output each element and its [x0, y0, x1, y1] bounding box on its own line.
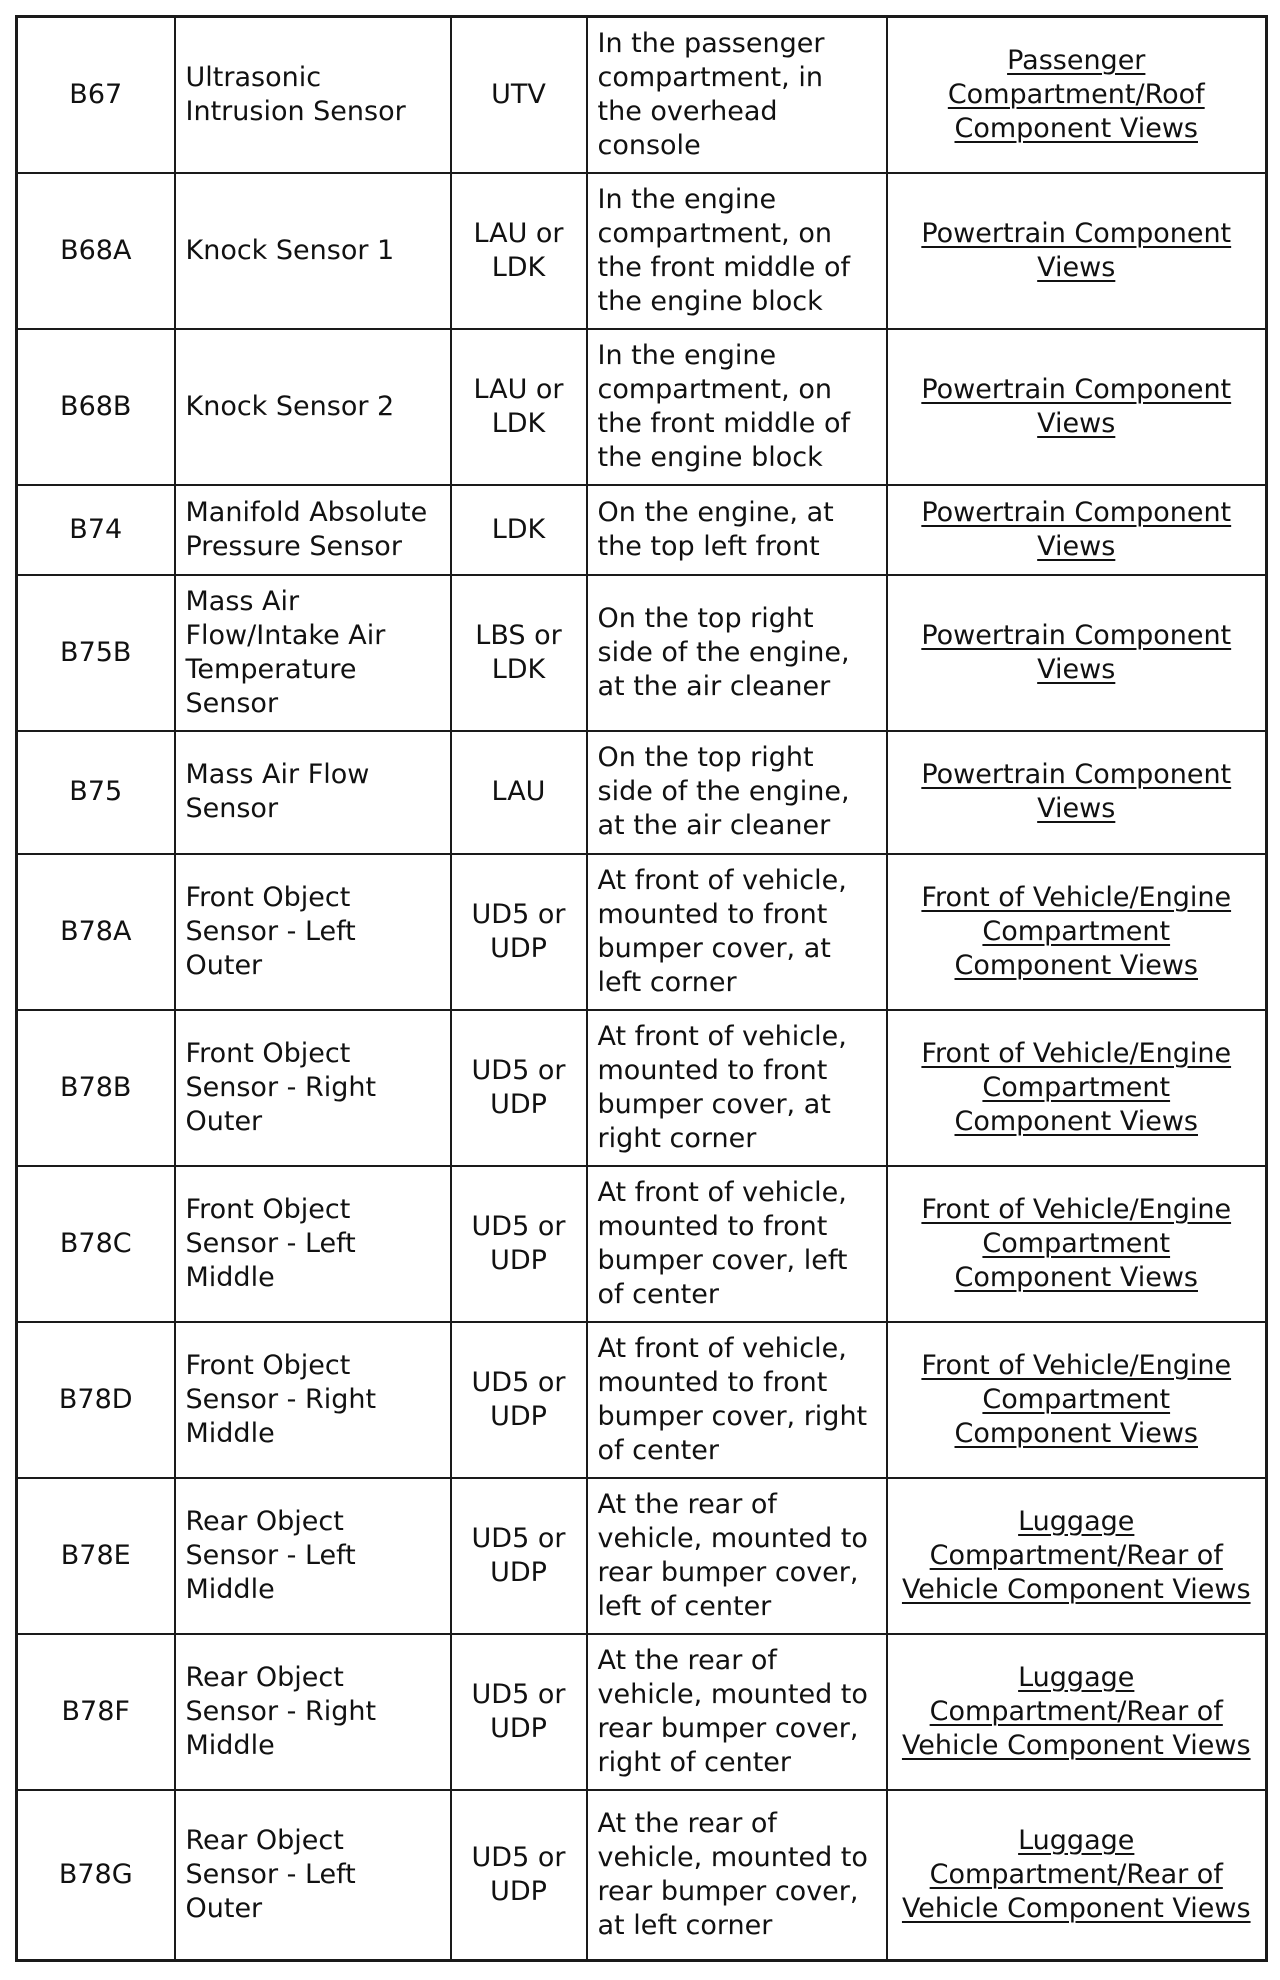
option-code-text: LDK: [491, 513, 546, 545]
component-name-text: Front Object Sensor - Right Outer: [185, 1037, 377, 1137]
component-name-text: Rear Object Sensor - Right Middle: [185, 1661, 377, 1761]
component-location-text: At front of vehicle, mounted to front bumper cover, left of center: [597, 1176, 848, 1310]
option-code-text: UD5 or UDP: [471, 1054, 566, 1120]
component-location: [587, 1322, 887, 1478]
component-id: B78B: [17, 1010, 175, 1166]
component-name: [175, 575, 451, 731]
table-row: [17, 1010, 1267, 1166]
component-location-text: At the rear of vehicle, mounted to rear bumper cover, right of center: [597, 1644, 868, 1778]
component-location: [587, 17, 887, 173]
option-code: [451, 17, 587, 173]
component-location-text: In the engine compartment, on the front middle of the engine block: [597, 339, 851, 473]
locator-view-cell: [887, 1166, 1267, 1322]
table-row: [17, 854, 1267, 1010]
option-code-text: UD5 or UDP: [471, 1522, 566, 1588]
component-name-text: Front Object Sensor - Left Middle: [185, 1193, 356, 1293]
locator-view-cell: [887, 1322, 1267, 1478]
option-code-text: UD5 or UDP: [471, 1678, 566, 1744]
component-location-text: At front of vehicle, mounted to front bumper cover, right of center: [597, 1332, 868, 1466]
component-name: [175, 731, 451, 854]
component-id: B78A: [17, 854, 175, 1010]
locator-view-link[interactable]: Luggage Compartment/Rear of Vehicle Component Views: [901, 1505, 1251, 1605]
component-name-text: Mass Air Flow Sensor: [185, 759, 370, 824]
component-name-text: Knock Sensor 2: [185, 390, 395, 422]
option-code-text: LAU: [491, 776, 546, 807]
component-name: [175, 1166, 451, 1322]
locator-view-cell: [887, 329, 1267, 485]
table-row: [17, 1790, 1267, 1961]
locator-view-cell: [887, 731, 1267, 854]
component-name: [175, 1634, 451, 1790]
table-row: [17, 17, 1267, 173]
component-id: B78D: [17, 1322, 175, 1478]
component-location: [587, 1010, 887, 1166]
component-location-text: On the top right side of the engine, at the air cleaner: [597, 742, 850, 841]
component-location-text: At the rear of vehicle, mounted to rear bumper cover, at left corner: [597, 1807, 868, 1941]
component-location-text: In the engine compartment, on the front middle of the engine block: [597, 183, 851, 317]
locator-view-link[interactable]: Powertrain Component Views: [921, 373, 1232, 439]
component-id: B78F: [17, 1634, 175, 1790]
locator-view-cell: [887, 173, 1267, 329]
option-code: [451, 854, 587, 1010]
component-id: B78E: [17, 1478, 175, 1634]
component-name: [175, 1790, 451, 1961]
component-location: [587, 854, 887, 1010]
component-id: B68A: [17, 173, 175, 329]
option-code-text: LBS or LDK: [475, 619, 562, 685]
component-location-text: At the rear of vehicle, mounted to rear bumper cover, left of center: [597, 1488, 868, 1622]
component-name-text: Manifold Absolute Pressure Sensor: [185, 496, 428, 562]
table-row: [17, 329, 1267, 485]
component-name-text: Rear Object Sensor - Left Middle: [185, 1505, 356, 1605]
component-name-text: Front Object Sensor - Left Outer: [185, 881, 356, 981]
component-name: [175, 173, 451, 329]
component-location: [587, 575, 887, 731]
component-name: [175, 1010, 451, 1166]
table-row: [17, 731, 1267, 854]
locator-view-link[interactable]: Luggage Compartment/Rear of Vehicle Component Views: [901, 1824, 1251, 1924]
locator-view-link[interactable]: Luggage Compartment/Rear of Vehicle Component Views: [901, 1661, 1251, 1761]
locator-view-link[interactable]: Powertrain Component Views: [921, 217, 1232, 283]
component-location-text: On the top right side of the engine, at the air cleaner: [597, 602, 850, 702]
component-name: [175, 1478, 451, 1634]
option-code: [451, 173, 587, 329]
locator-view-cell: [887, 17, 1267, 173]
component-locator-table: [15, 15, 1268, 1962]
option-code: [451, 575, 587, 731]
locator-view-link[interactable]: Powertrain Component Views: [921, 496, 1232, 562]
option-code: [451, 1478, 587, 1634]
component-name-text: Front Object Sensor - Right Middle: [185, 1349, 377, 1449]
locator-view-cell: [887, 1478, 1267, 1634]
option-code: [451, 731, 587, 854]
component-id: B78G: [17, 1790, 175, 1961]
table-row: [17, 173, 1267, 329]
component-location-text: On the engine, at the top left front: [597, 496, 834, 562]
option-code: [451, 1322, 587, 1478]
locator-view-cell: [887, 1634, 1267, 1790]
locator-view-link[interactable]: Front of Vehicle/Engine Compartment Component Views: [921, 1193, 1232, 1293]
component-location: [587, 1478, 887, 1634]
option-code: [451, 1166, 587, 1322]
component-location: [587, 329, 887, 485]
locator-view-link[interactable]: Front of Vehicle/Engine Compartment Component Views: [921, 1349, 1232, 1449]
component-location: [587, 1634, 887, 1790]
component-id: B67: [17, 17, 175, 173]
option-code: [451, 329, 587, 485]
option-code: [451, 1790, 587, 1961]
option-code: [451, 1010, 587, 1166]
component-location-text: At front of vehicle, mounted to front bumper cover, at left corner: [597, 864, 847, 998]
component-name: [175, 329, 451, 485]
table-row: [17, 575, 1267, 731]
component-name: [175, 1322, 451, 1478]
option-code-text: UD5 or UDP: [471, 898, 566, 964]
component-location-text: In the passenger compartment, in the overhead console: [597, 27, 825, 161]
component-location: [587, 1790, 887, 1961]
option-code-text: LAU or LDK: [473, 373, 564, 439]
option-code-text: LAU or LDK: [473, 217, 564, 283]
locator-view-link[interactable]: Powertrain Component Views: [921, 619, 1232, 685]
component-name-text: Mass Air Flow/Intake Air Temperature Sensor: [185, 585, 386, 719]
locator-view-link[interactable]: Passenger Compartment/Roof Component Views: [947, 44, 1205, 144]
option-code: [451, 485, 587, 575]
component-name-text: Ultrasonic Intrusion Sensor: [185, 61, 406, 127]
component-name: [175, 854, 451, 1010]
component-name-text: Rear Object Sensor - Left Outer: [185, 1824, 356, 1924]
component-name: [175, 485, 451, 575]
locator-view-cell: [887, 485, 1267, 575]
component-location: [587, 731, 887, 854]
locator-view-cell: [887, 575, 1267, 731]
table-row: [17, 1166, 1267, 1322]
table-row: [17, 1478, 1267, 1634]
component-name: [175, 17, 451, 173]
locator-view-link[interactable]: Powertrain Component Views: [921, 759, 1232, 824]
locator-view-cell: [887, 1010, 1267, 1166]
component-location: [587, 173, 887, 329]
option-code: [451, 1634, 587, 1790]
component-id: B75B: [17, 575, 175, 731]
locator-view-link[interactable]: Front of Vehicle/Engine Compartment Component Views: [921, 881, 1232, 981]
component-id: B75: [17, 731, 175, 854]
component-location: [587, 1166, 887, 1322]
table-row: [17, 485, 1267, 575]
component-id: B68B: [17, 329, 175, 485]
locator-view-cell: [887, 854, 1267, 1010]
locator-view-cell: [887, 1790, 1267, 1961]
component-name-text: Knock Sensor 1: [185, 234, 395, 266]
table-row: [17, 1634, 1267, 1790]
option-code-text: UD5 or UDP: [471, 1210, 566, 1276]
component-id: B74: [17, 485, 175, 575]
option-code-text: UTV: [491, 78, 546, 110]
locator-view-link[interactable]: Front of Vehicle/Engine Compartment Component Views: [921, 1037, 1232, 1137]
option-code-text: UD5 or UDP: [471, 1841, 566, 1907]
component-location-text: At front of vehicle, mounted to front bumper cover, at right corner: [597, 1020, 847, 1154]
component-id: B78C: [17, 1166, 175, 1322]
component-location: [587, 485, 887, 575]
option-code-text: UD5 or UDP: [471, 1366, 566, 1432]
table-row: [17, 1322, 1267, 1478]
